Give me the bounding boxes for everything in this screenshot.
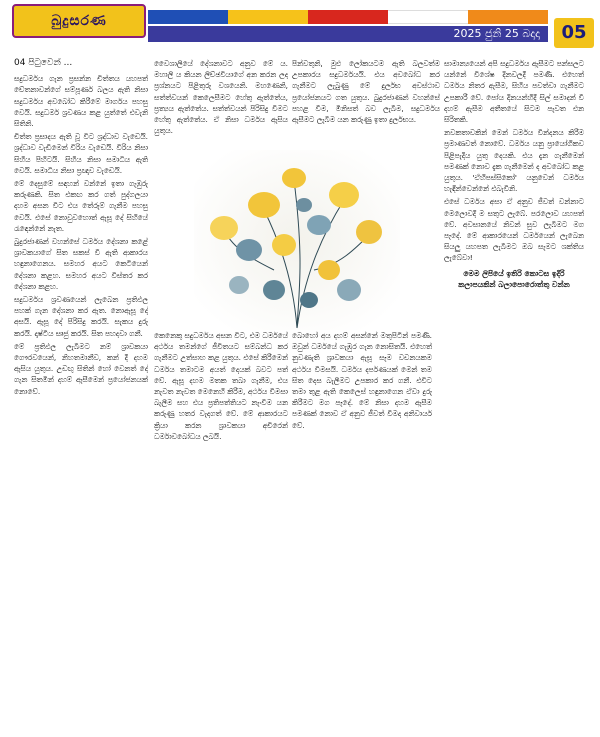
flag-stripe-white [388,10,468,24]
paragraph: පින්වතුනි, මුළු ලෝකයටම ඇති බලවත්ම උපකාරය සදුධර්මයයි. එය අවබෝධ කර ගැනීමට ලැබුණු මේ දුර්ලභ අවස්ථාව ප්‍රයෝජනයට ගත යුතුය. බුදුරජාණන් වහන්සේ පහළ වීම, මිනිසත් බව ලැබීම, සදුධර්මය ඇසීමට ලැබීම යන කරුණු ඉතා දුර්ලභය. [292,59,440,125]
paragraph: වෛශාලියේ දේශනාවට අනුව මේ ය. මහාලි ය කියන ලිච්ඡවියාගේ අන කරන ලද ප්‍රශ්නයට පිළිතුරු වශයෙනි. මහණෙනි, සත්ත්වයන් කෙලෙසීමට හේතු ඇත්තේය, ප්‍රත්‍යය ඇත්තේය. සත්ත්වයන් පිරිසිදු වීමට හේතු ඇත්තේය. ඒ නිසා ධර්මය ඇසිය යුතුය. [154,59,288,136]
paragraph: සාමාන්‍යයෙන් අපි සදුධර්මය ඇසීමට පන්සලට යන්නේ විශේෂ දිනවලදී පමණි. එහෙත් ධර්මය නිතර ඇසීම, සිහිය පවත්වා ගැනීමට උපකාරී වේ. පෝය දිනයන්හිදී සිල් සමාදන් වී දහම් ඇසීම අතීතයේ සිටම පැවත එන සිරිතකි. [444,59,584,125]
signature-line: කලාපයකින් බලාපොරොත්තු වන්න [458,279,570,289]
paragraph: කෙනෙකු සදුධර්මය අසන විට, එම ධර්මයේ අර්ථය තමන්ගේ ජීවිතයට සම්බන්ධ කර ගැනීමට උත්සාහ කළ යුතුය. එසේ කිරීමෙන් ධර්මය තමාටම අයත් දෙයක් බවට පත් වේ. ඇසූ දහම මතක තබා ගැනීම, එය නැවත නැවත මෙනෙහි කිරීම, අර්ථය විමසා බැලීම සහ එය ප්‍රතිපත්තියට නැංවීම යන කරුණු හතර වැදගත් වේ. මේ ආකාරයට ක්‍රියා කරන ශ්‍රාවකයා අචිරෙන් ධර්මාවබෝධය ලබයි. [154,331,288,441]
author-signature [444,268,584,290]
flag-stripe-orange [468,10,548,24]
article-column-1 [14,58,148,728]
paragraph: මේ ප්‍රතිඵල ලැබීමට නම් ශ්‍රාවකයා ගෞරවයෙන්, නිහතමානීව, කන් දී දහම ඇසිය යුතුය. උඩඟු සිතින් හෝ වෙනත් දේ ගැන සිතමින් දහම් ඇසීමෙන් ප්‍රයෝජනයක් නොවේ. [14,341,148,396]
page-header [0,0,600,58]
paragraph: සදුධර්මය ශ්‍රවණයෙන් ලැබෙන ප්‍රතිඵල පහක් ගැන දේශනා කර ඇත. නොඇසූ දේ අසයි. ඇසූ දේ පිරිසිදු කරයි. සැකය දුරු කරයි. දෘෂ්ටිය සෘජු කරයි. සිත පහදවා ගනී. [14,295,148,338]
paragraph: බුදුරජාණන් වහන්සේ ධර්මය දේශනා කළේ ශ්‍රාවකයාගේ සිත සකස් වී ඇති ආකාරය හඳුනාගෙනය. සමහර අයට කෙටියෙන් දේශනා කළහ. සමහර අයට විස්තර කර දේශනා කළහ. [14,237,148,291]
paragraph: බොහෝ අය දහම් අසන්නේ මතුපිටින් පමණි. ඔවුන් ධර්මයේ ගැඹුර ගැන නොසිතයි. එහෙත් නුවණැති ශ්‍රාවකයා ඇසූ සෑම වචනයකම අර්ථය විමසයි. ධර්මය දර්පණයක් මෙන් තම සිත දෙස බැලීමට උපකාර කර ගනී. එවිට තමා තුළ ඇති කෙලෙස් හඳුනාගෙන ඒවා දුරු කිරීමට මග පෑදේ. මේ නිසා දහම ඇසීම පමණක් නොව ඒ අනුව ජීවත් වීමද අනිවාර්ය වේ. [292,331,432,430]
logo-text: බුදුසරණ [51,13,107,29]
article-column-2-top [154,58,288,154]
paragraph: සදුධර්මය ගැන ප්‍රසන්න චිත්තය යහපත් චේතනාවන්ගේ සම්පූර්ණ බලය ඇති නිසා සදුධර්මය අවබෝධ කිරීමේ මාර්ගය පහසු වෙයි. සදුධර්ම ශ්‍රවණය කළ යුත්තේ එවැනි සිතිනි. [14,74,148,129]
paragraph: නවකතාවකින් මෙන් ධර්මය වින්දනය කිරීම ප්‍රමාණවත් නොවේ. ධර්මය යනු ප්‍රායෝගිකව පිළිපැදිය යුතු දෙයකි. එය දැන ගැනීමෙන් පමණක් නොව දැක ගැනීමෙන් ද අවබෝධ කළ යුතුය. 'ඒහිපස්සිකෝ' යනුවෙන් ධර්මය හැඳින්වෙන්නේ එබැවිනි. [444,128,584,194]
floral-illustration [154,150,440,330]
article-column-4 [444,58,584,728]
paragraph: චිත්ත ප්‍රසාදය ඇති වූ විට ශ්‍රද්ධාව වැඩෙයි. ශ්‍රද්ධාව වැඩීමෙන් විරිය වැඩෙයි. විරිය නිසා සිහිය පිහිටයි. සිහිය නිසා සමාධිය ඇති වෙයි. සමාධිය නිසා ප්‍රඥාව වැඩෙයි. [14,132,148,175]
flag-stripe-blue [148,10,228,24]
page-number: 05 [554,18,594,48]
article-column-3 [292,330,432,730]
flag-stripe-red [308,10,388,24]
continued-from-label: 04 පිටුවෙන් ... [14,58,73,68]
flag-stripe-yellow [228,10,308,24]
newspaper-logo [12,4,146,38]
article-column-2 [154,330,288,730]
buddhist-flag-bar [148,10,548,24]
paragraph: එසේ ධර්මය අසා ඒ අනුව ජීවත් වන්නාට මෙලොවදී ම සතුට ලැබේ. පරලොව යහපත් වේ. අවසානයේ නිවන් සුව ලැබීමට මග පෑදේ. මේ ආකාරයෙන් ධර්මයෙන් ලැබෙන සියලු යහපත ලැබීමට ඔබ සැමට ශක්තිය ලැබේවා! [444,197,584,263]
paragraph: මේ දෙසුමේ සඳහන් වන්නේ ඉතා ගැඹුරු කරුණකි. සිත එකඟ කර ගත් පුද්ගලයා දහම අසන විට එය තේරුම් ගැනීම පහසු වෙයි. එසේ නොවුවහොත් ඇසූ දේ සිහියේ රැඳෙන්නේ නැත. [14,179,148,233]
issue-date: 2025 ජුනි 25 බදාදා [148,26,548,42]
signature-line: මෙම ලිපියේ ඉතිරි කොටස ඉදිරි [463,268,565,278]
